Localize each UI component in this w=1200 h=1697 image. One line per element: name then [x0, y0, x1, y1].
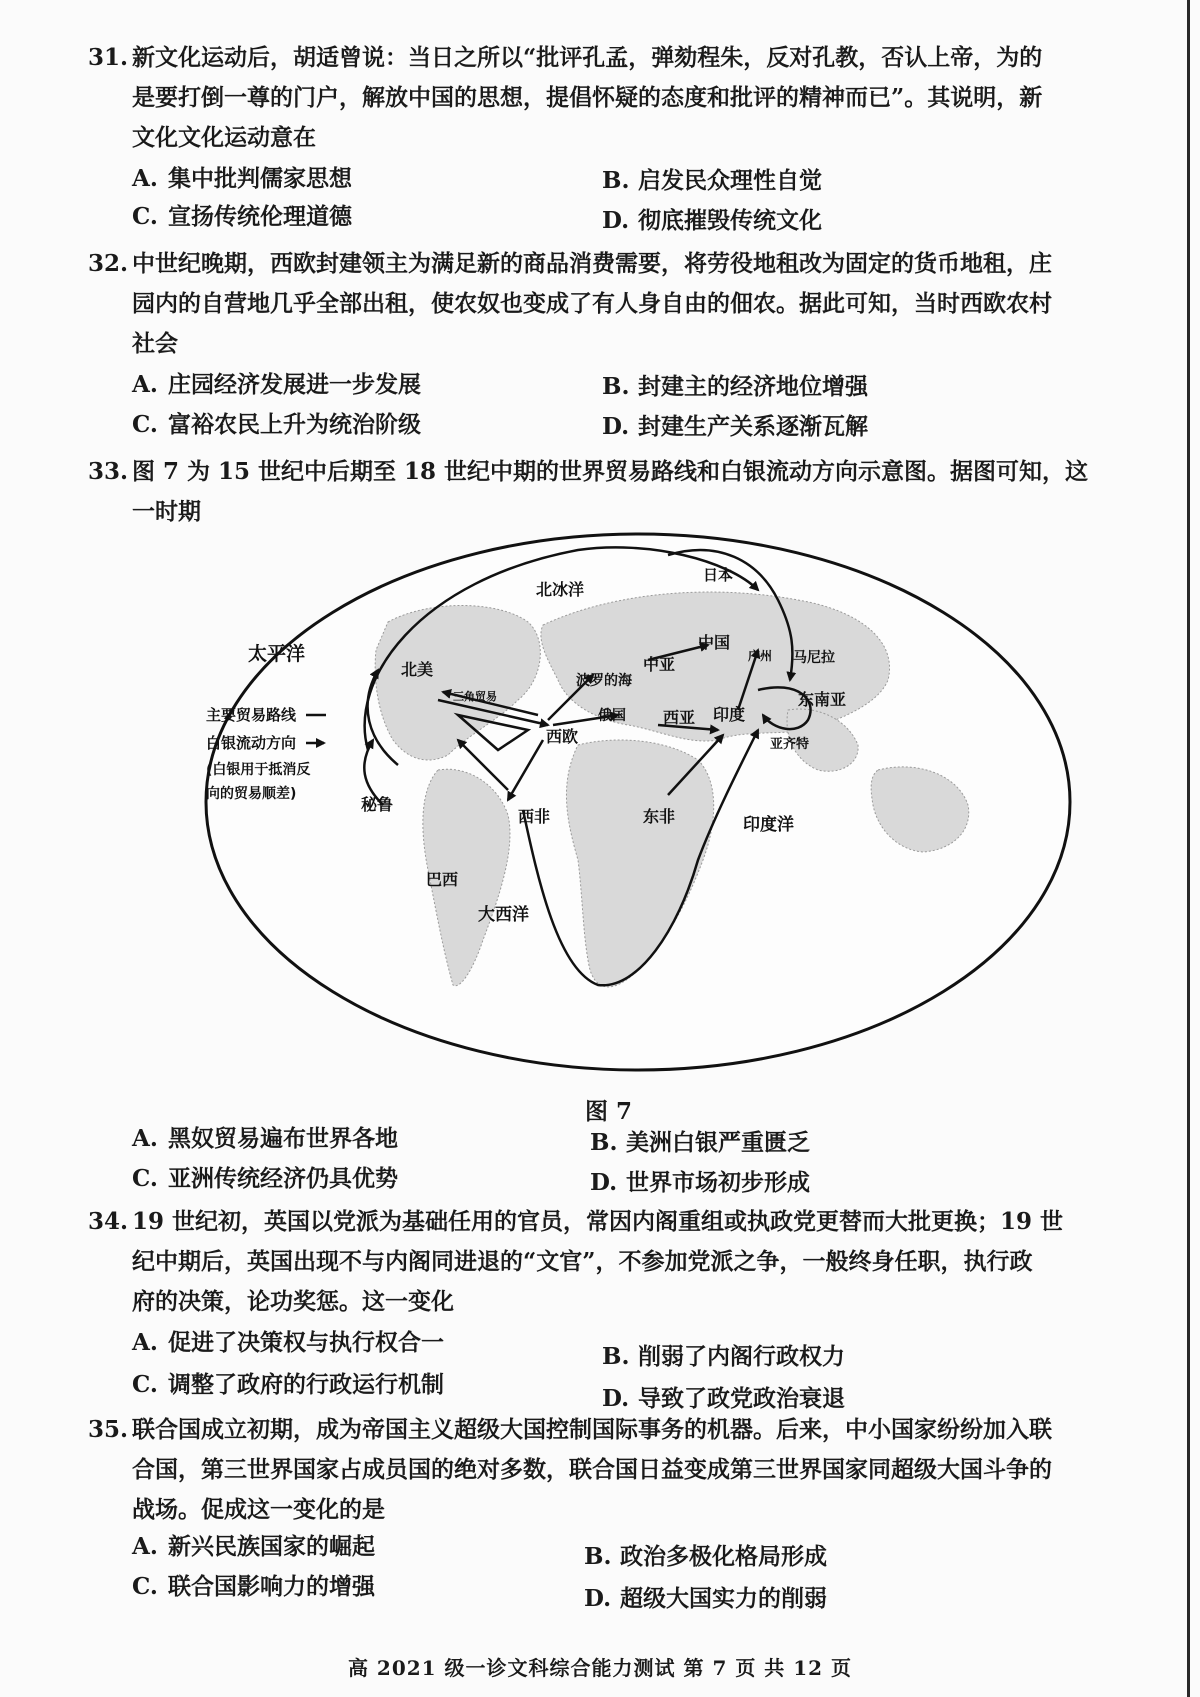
question-32 — [88, 244, 1168, 364]
label-brazil: 巴西 — [426, 870, 459, 889]
label-manila: 马尼拉 — [793, 650, 835, 666]
option-d[interactable]: D. 封建生产关系逐渐瓦解 — [602, 413, 868, 440]
option-d[interactable]: D. 彻底摧毁传统文化 — [602, 207, 822, 234]
question-text-line: 中世纪晚期，西欧封建领主为满足新的商品消费需要，将劳役地租改为固定的货币地租，庄 — [132, 250, 1052, 277]
question-35 — [88, 1410, 1168, 1530]
label-southeast-asia: 东南亚 — [798, 690, 847, 709]
question-33 — [88, 452, 1168, 532]
label-pacific: 太平洋 — [248, 643, 306, 665]
question-text-line: 一时期 — [132, 498, 201, 525]
label-indian-ocean: 印度洋 — [743, 815, 794, 835]
label-guangzhou: 广州 — [748, 649, 773, 663]
option-a[interactable]: A. 庄园经济发展进一步发展 — [132, 371, 421, 398]
option-d[interactable]: D. 世界市场初步形成 — [590, 1169, 810, 1196]
question-text-line: 园内的自营地几乎全部出租，使农奴也变成了有人身自由的佃农。据此可知，当时西欧农村 — [132, 290, 1052, 317]
label-north-america: 北美 — [401, 660, 434, 679]
label-western-europe: 西欧 — [546, 727, 579, 746]
legend-note-line1: (白银用于抵消反 — [206, 762, 311, 778]
label-arctic: 北冰洋 — [536, 580, 585, 599]
label-aceh: 亚齐特 — [770, 737, 810, 752]
question-number: 34. — [88, 1208, 129, 1235]
option-c[interactable]: C. 亚洲传统经济仍具优势 — [132, 1165, 398, 1192]
figure-caption: 图 7 — [585, 1098, 633, 1125]
legend-silver-label: 白银流动方向 — [206, 734, 297, 752]
question-text-line: 图 7 为 15 世纪中后期至 18 世纪中期的世界贸易路线和白银流动方向示意图。据图可知，这 — [132, 458, 1089, 485]
option-c[interactable]: C. 富裕农民上升为统治阶级 — [132, 411, 421, 438]
question-number: 35. — [88, 1416, 129, 1443]
question-number: 33. — [88, 458, 129, 485]
question-31 — [88, 38, 1168, 158]
question-text-line: 合国，第三世界国家占成员国的绝对多数，联合国日益变成第三世界国家同超级大国斗争的 — [132, 1456, 1052, 1483]
question-text-line: 社会 — [132, 330, 178, 357]
question-number: 31. — [88, 44, 129, 71]
option-c[interactable]: C. 联合国影响力的增强 — [132, 1573, 375, 1600]
label-baltic: 波罗的海 — [576, 673, 632, 689]
label-west-africa: 西非 — [518, 807, 551, 826]
question-text-line: 府的决策，论功奖惩。这一变化 — [132, 1288, 454, 1315]
label-west-asia: 西亚 — [663, 708, 696, 727]
page-edge-line — [1187, 0, 1190, 1697]
option-d[interactable]: D. 超级大国实力的削弱 — [584, 1585, 827, 1612]
option-a[interactable]: A. 新兴民族国家的崛起 — [132, 1533, 375, 1560]
label-china: 中国 — [698, 633, 731, 652]
question-text-line: 战场。促成这一变化的是 — [132, 1496, 385, 1523]
option-b[interactable]: B. 削弱了内阁行政权力 — [602, 1343, 845, 1370]
option-c[interactable]: C. 调整了政府的行政运行机制 — [132, 1371, 444, 1398]
question-text-line: 是要打倒一尊的门户，解放中国的思想，提倡怀疑的态度和批评的精神而已”。其说明，新 — [132, 84, 1043, 111]
option-d[interactable]: D. 导致了政党政治衰退 — [602, 1385, 845, 1412]
option-b[interactable]: B. 美洲白银严重匮乏 — [590, 1129, 810, 1156]
option-b[interactable]: B. 封建主的经济地位增强 — [602, 373, 868, 400]
question-34 — [88, 1202, 1168, 1322]
option-a[interactable]: A. 集中批判儒家思想 — [132, 165, 352, 192]
option-c[interactable]: C. 宣扬传统伦理道德 — [132, 203, 352, 230]
question-text-line: 联合国成立初期，成为帝国主义超级大国控制国际事务的机器。后来，中小国家纷纷加入联 — [132, 1416, 1052, 1443]
label-east-africa: 东非 — [643, 807, 676, 826]
label-india: 印度 — [713, 705, 746, 724]
label-russia: 俄国 — [598, 708, 626, 724]
option-a[interactable]: A. 黑奴贸易遍布世界各地 — [132, 1125, 398, 1152]
question-text-line: 19 世纪初，英国以党派为基础任用的官员，常因内阁重组或执政党更替而大批更换；19 世 — [132, 1208, 1064, 1235]
question-text-line: 文化文化运动意在 — [132, 124, 316, 151]
question-number: 32. — [88, 250, 129, 277]
label-atlantic: 大西洋 — [478, 905, 529, 925]
trade-route-map — [198, 530, 1078, 1078]
legend-route-label: 主要贸易路线 — [206, 706, 297, 724]
option-b[interactable]: B. 政治多极化格局形成 — [584, 1543, 827, 1570]
question-text-line: 纪中期后，英国出现不与内阁同进退的“文官”，不参加党派之争，一般终身任职，执行政 — [132, 1248, 1033, 1275]
label-triangle-trade: 三角贸易 — [453, 690, 497, 703]
option-a[interactable]: A. 促进了决策权与执行权合一 — [132, 1329, 444, 1356]
label-central-asia: 中亚 — [643, 655, 676, 674]
legend-note-line2: 向的贸易顺差) — [206, 786, 297, 802]
question-text-line: 新文化运动后，胡适曾说：当日之所以“批评孔孟，弹劾程朱，反对孔教，否认上帝，为的 — [132, 44, 1043, 71]
label-peru: 秘鲁 — [361, 795, 394, 814]
option-b[interactable]: B. 启发民众理性自觉 — [602, 167, 822, 194]
page-footer: 高 2021 级一诊文科综合能力测试 第 7 页 共 12 页 — [347, 1656, 853, 1680]
label-japan: 日本 — [703, 566, 734, 584]
